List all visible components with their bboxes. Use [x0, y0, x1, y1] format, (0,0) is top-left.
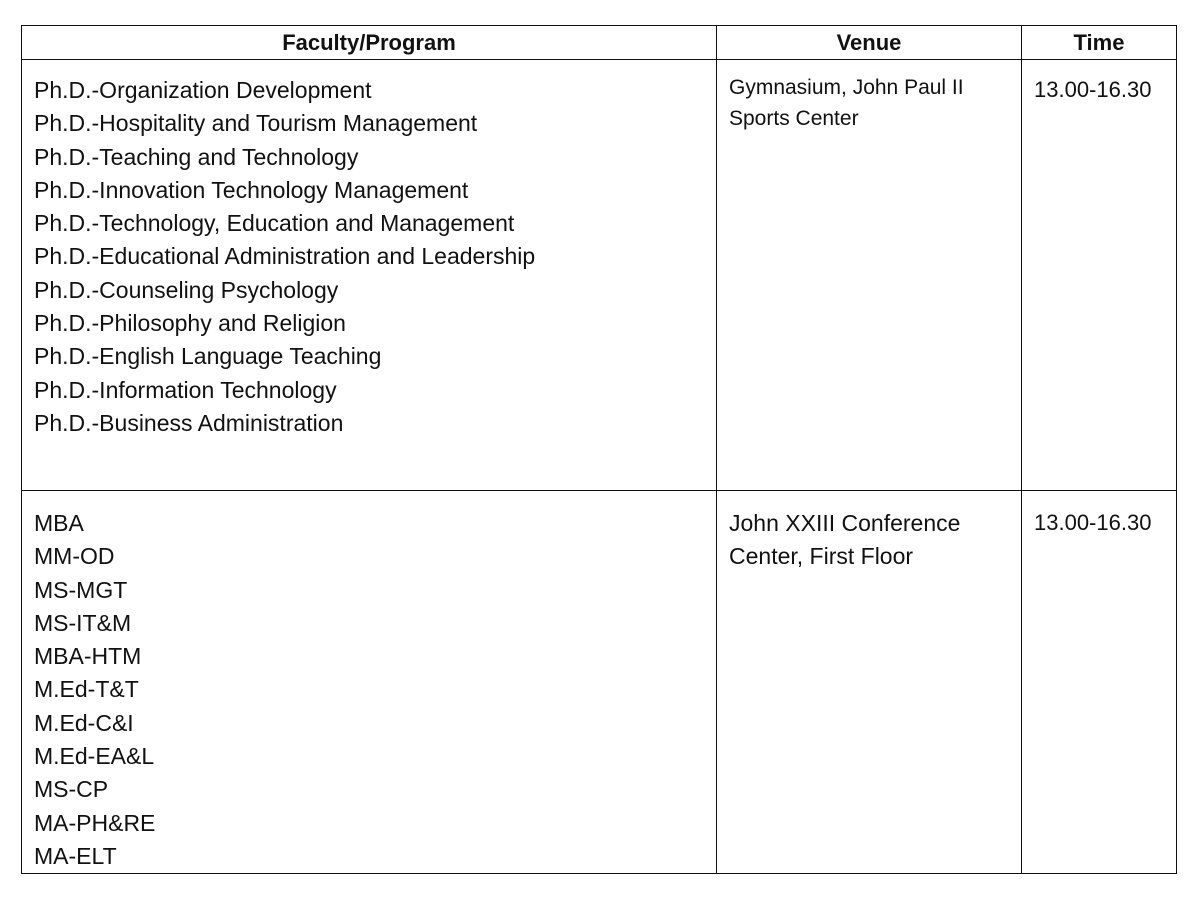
program-item: Ph.D.-Hospitality and Tourism Management	[34, 110, 478, 137]
program-list	[22, 491, 716, 873]
program-item: MBA	[34, 510, 84, 536]
program-item: MA-ELT	[34, 842, 117, 869]
program-item: Ph.D.-Organization Development	[34, 77, 372, 103]
program-item: Ph.D.-Educational Administration and Leadership	[34, 243, 536, 270]
program-item: Ph.D.-Philosophy and Religion	[34, 310, 346, 337]
program-item: MS-IT&M	[34, 609, 132, 636]
header-row	[22, 26, 1177, 60]
time-value: 13.00-16.30	[1034, 77, 1152, 102]
program-item: Ph.D.-English Language Teaching	[34, 343, 382, 370]
venue-cell	[717, 60, 1022, 491]
program-cell	[22, 491, 717, 874]
venue-text	[717, 491, 1021, 573]
table-row-phd	[22, 60, 1177, 491]
program-item: MA-PH&RE	[34, 809, 156, 836]
venue-text	[717, 60, 1021, 134]
program-item: M.Ed-C&I	[34, 709, 134, 736]
program-item: MBA-HTM	[34, 643, 142, 670]
program-column-header: Faculty/Program	[22, 26, 717, 60]
program-item: Ph.D.-Information Technology	[34, 376, 337, 403]
program-item: Ph.D.-Business Administration	[34, 409, 344, 436]
venue-cell	[717, 491, 1022, 874]
venue-line: Sports Center	[729, 107, 859, 130]
venue-column-header: Venue	[717, 26, 1022, 60]
program-item: Ph.D.-Technology, Education and Management	[34, 210, 515, 237]
schedule-table	[21, 25, 1177, 874]
program-item: Ph.D.-Teaching and Technology	[34, 143, 359, 170]
program-item: Ph.D.-Counseling Psychology	[34, 276, 339, 303]
program-cell	[22, 60, 717, 491]
program-item: MS-CP	[34, 776, 109, 803]
program-item: Ph.D.-Innovation Technology Management	[34, 176, 469, 203]
program-item: M.Ed-T&T	[34, 676, 139, 703]
program-item: MM-OD	[34, 543, 115, 570]
table-row-master	[22, 491, 1177, 874]
time-cell	[1022, 60, 1177, 491]
time-column-header: Time	[1022, 26, 1177, 60]
program-item: MS-MGT	[34, 576, 128, 603]
venue-line: John XXIII Conference	[729, 510, 961, 536]
venue-line: Gymnasium, John Paul II	[729, 76, 964, 99]
venue-line: Center, First Floor	[729, 543, 914, 569]
time-cell	[1022, 491, 1177, 874]
program-item: M.Ed-EA&L	[34, 743, 155, 770]
program-list	[22, 60, 716, 440]
time-value: 13.00-16.30	[1034, 510, 1152, 535]
